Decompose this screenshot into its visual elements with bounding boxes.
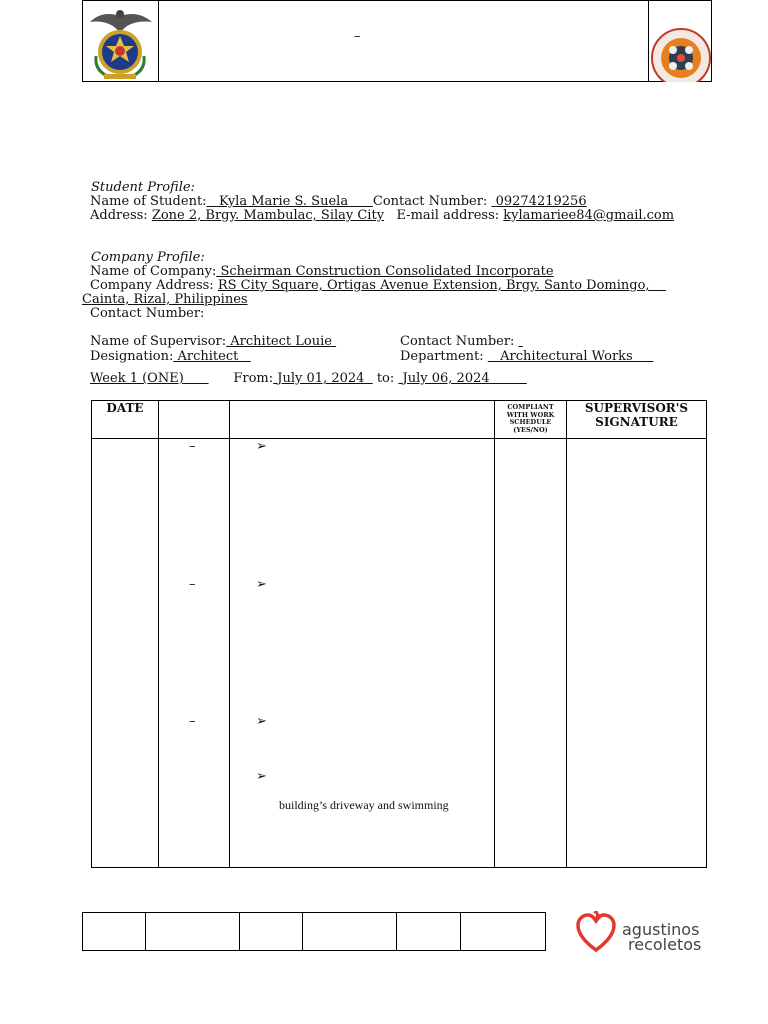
department-row	[400, 350, 653, 364]
supervisor-name-value: Architect Louie	[230, 334, 332, 349]
logo-text-line1: agustinos	[622, 920, 700, 939]
col-date-header: DATE	[106, 401, 144, 415]
student-email-value: kylamariee84@gmail.com	[503, 208, 675, 223]
company-profile-heading: Company Profile:	[91, 250, 205, 265]
supervisor-contact-row	[400, 335, 523, 349]
department-label: Department:	[400, 349, 484, 364]
supervisor-name-label: Name of Supervisor:	[90, 334, 227, 349]
student-address-label: Address:	[90, 208, 148, 223]
row3-bullet-icon: ➢	[256, 714, 267, 729]
week-label: Week 1 (ONE)	[90, 371, 184, 386]
row3-time: –	[189, 714, 196, 729]
from-value: July 01, 2024	[277, 371, 365, 386]
col-signature-header: SUPERVISOR'S SIGNATURE	[584, 401, 689, 429]
student-contact-label: Contact Number:	[372, 194, 488, 209]
to-value: July 06, 2024	[402, 371, 490, 386]
footer-divider-1	[145, 912, 146, 951]
footer-divider-3	[302, 912, 303, 951]
table-divider-3	[494, 400, 495, 868]
designation-row	[90, 350, 251, 364]
table-divider-4	[566, 400, 567, 868]
company-contact-label: Contact Number:	[90, 306, 205, 321]
from-label: From:	[233, 371, 274, 386]
footer-table	[82, 912, 546, 951]
company-address-line2	[82, 293, 248, 307]
logo-text-line2: recoletos	[628, 935, 702, 954]
header-left-cell	[82, 0, 159, 82]
row1-bullet-icon: ➢	[256, 439, 267, 454]
extra-bullet-icon: ➢	[256, 769, 267, 784]
student-address-value: Zone 2, Brgy. Mambulac, Silay City	[151, 208, 385, 223]
supervisor-contact-label: Contact Number:	[400, 334, 515, 349]
student-profile-heading: Student Profile:	[91, 180, 195, 195]
table-divider-1	[158, 400, 159, 868]
heart-logo-icon	[576, 910, 616, 952]
company-name-value: Scheirman Construction Consolidated Incorporate	[220, 264, 554, 279]
designation-label: Designation:	[90, 349, 174, 364]
row1-time: –	[189, 439, 196, 454]
footer-divider-4	[396, 912, 397, 951]
col-compliant-header: COMPLIANT WITH WORK SCHEDULE (YES/NO)	[506, 403, 555, 434]
student-address-row	[90, 209, 674, 223]
header-right-cell	[648, 0, 712, 82]
company-name-label: Name of Company:	[90, 264, 217, 279]
designation-value: Architect	[177, 349, 239, 364]
footer-divider-2	[239, 912, 240, 951]
extra-activity-text: building’s driveway and swimming	[279, 798, 449, 812]
student-contact-value: 09274219256	[495, 194, 587, 209]
table-header-divider	[91, 438, 707, 439]
row2-bullet-icon: ➢	[256, 577, 267, 592]
student-name-label: Name of Student:	[90, 194, 207, 209]
header-title: –	[354, 29, 361, 44]
table-divider-2	[229, 400, 230, 868]
student-name-value: Kyla Marie S. Suela	[218, 194, 349, 209]
student-email-label: E-mail address:	[396, 208, 500, 223]
header-box	[82, 0, 712, 82]
company-address-value-2: Cainta, Rizal, Philippines	[82, 292, 248, 307]
company-address-value-1: RS City Square, Ortigas Avenue Extension, Brgy. Santo Domingo,	[217, 278, 650, 293]
eagle-seal-icon	[82, 0, 159, 82]
department-value: Architectural Works	[500, 349, 633, 364]
to-label: to:	[376, 371, 395, 386]
company-address-label: Company Address:	[90, 278, 214, 293]
footer-divider-5	[460, 912, 461, 951]
company-address-row	[90, 279, 666, 293]
company-name-row	[90, 265, 554, 279]
college-seal-icon	[649, 0, 713, 82]
row2-time: –	[189, 577, 196, 592]
student-name-row	[90, 195, 587, 209]
supervisor-name-row	[90, 335, 336, 349]
week-row	[90, 372, 527, 386]
